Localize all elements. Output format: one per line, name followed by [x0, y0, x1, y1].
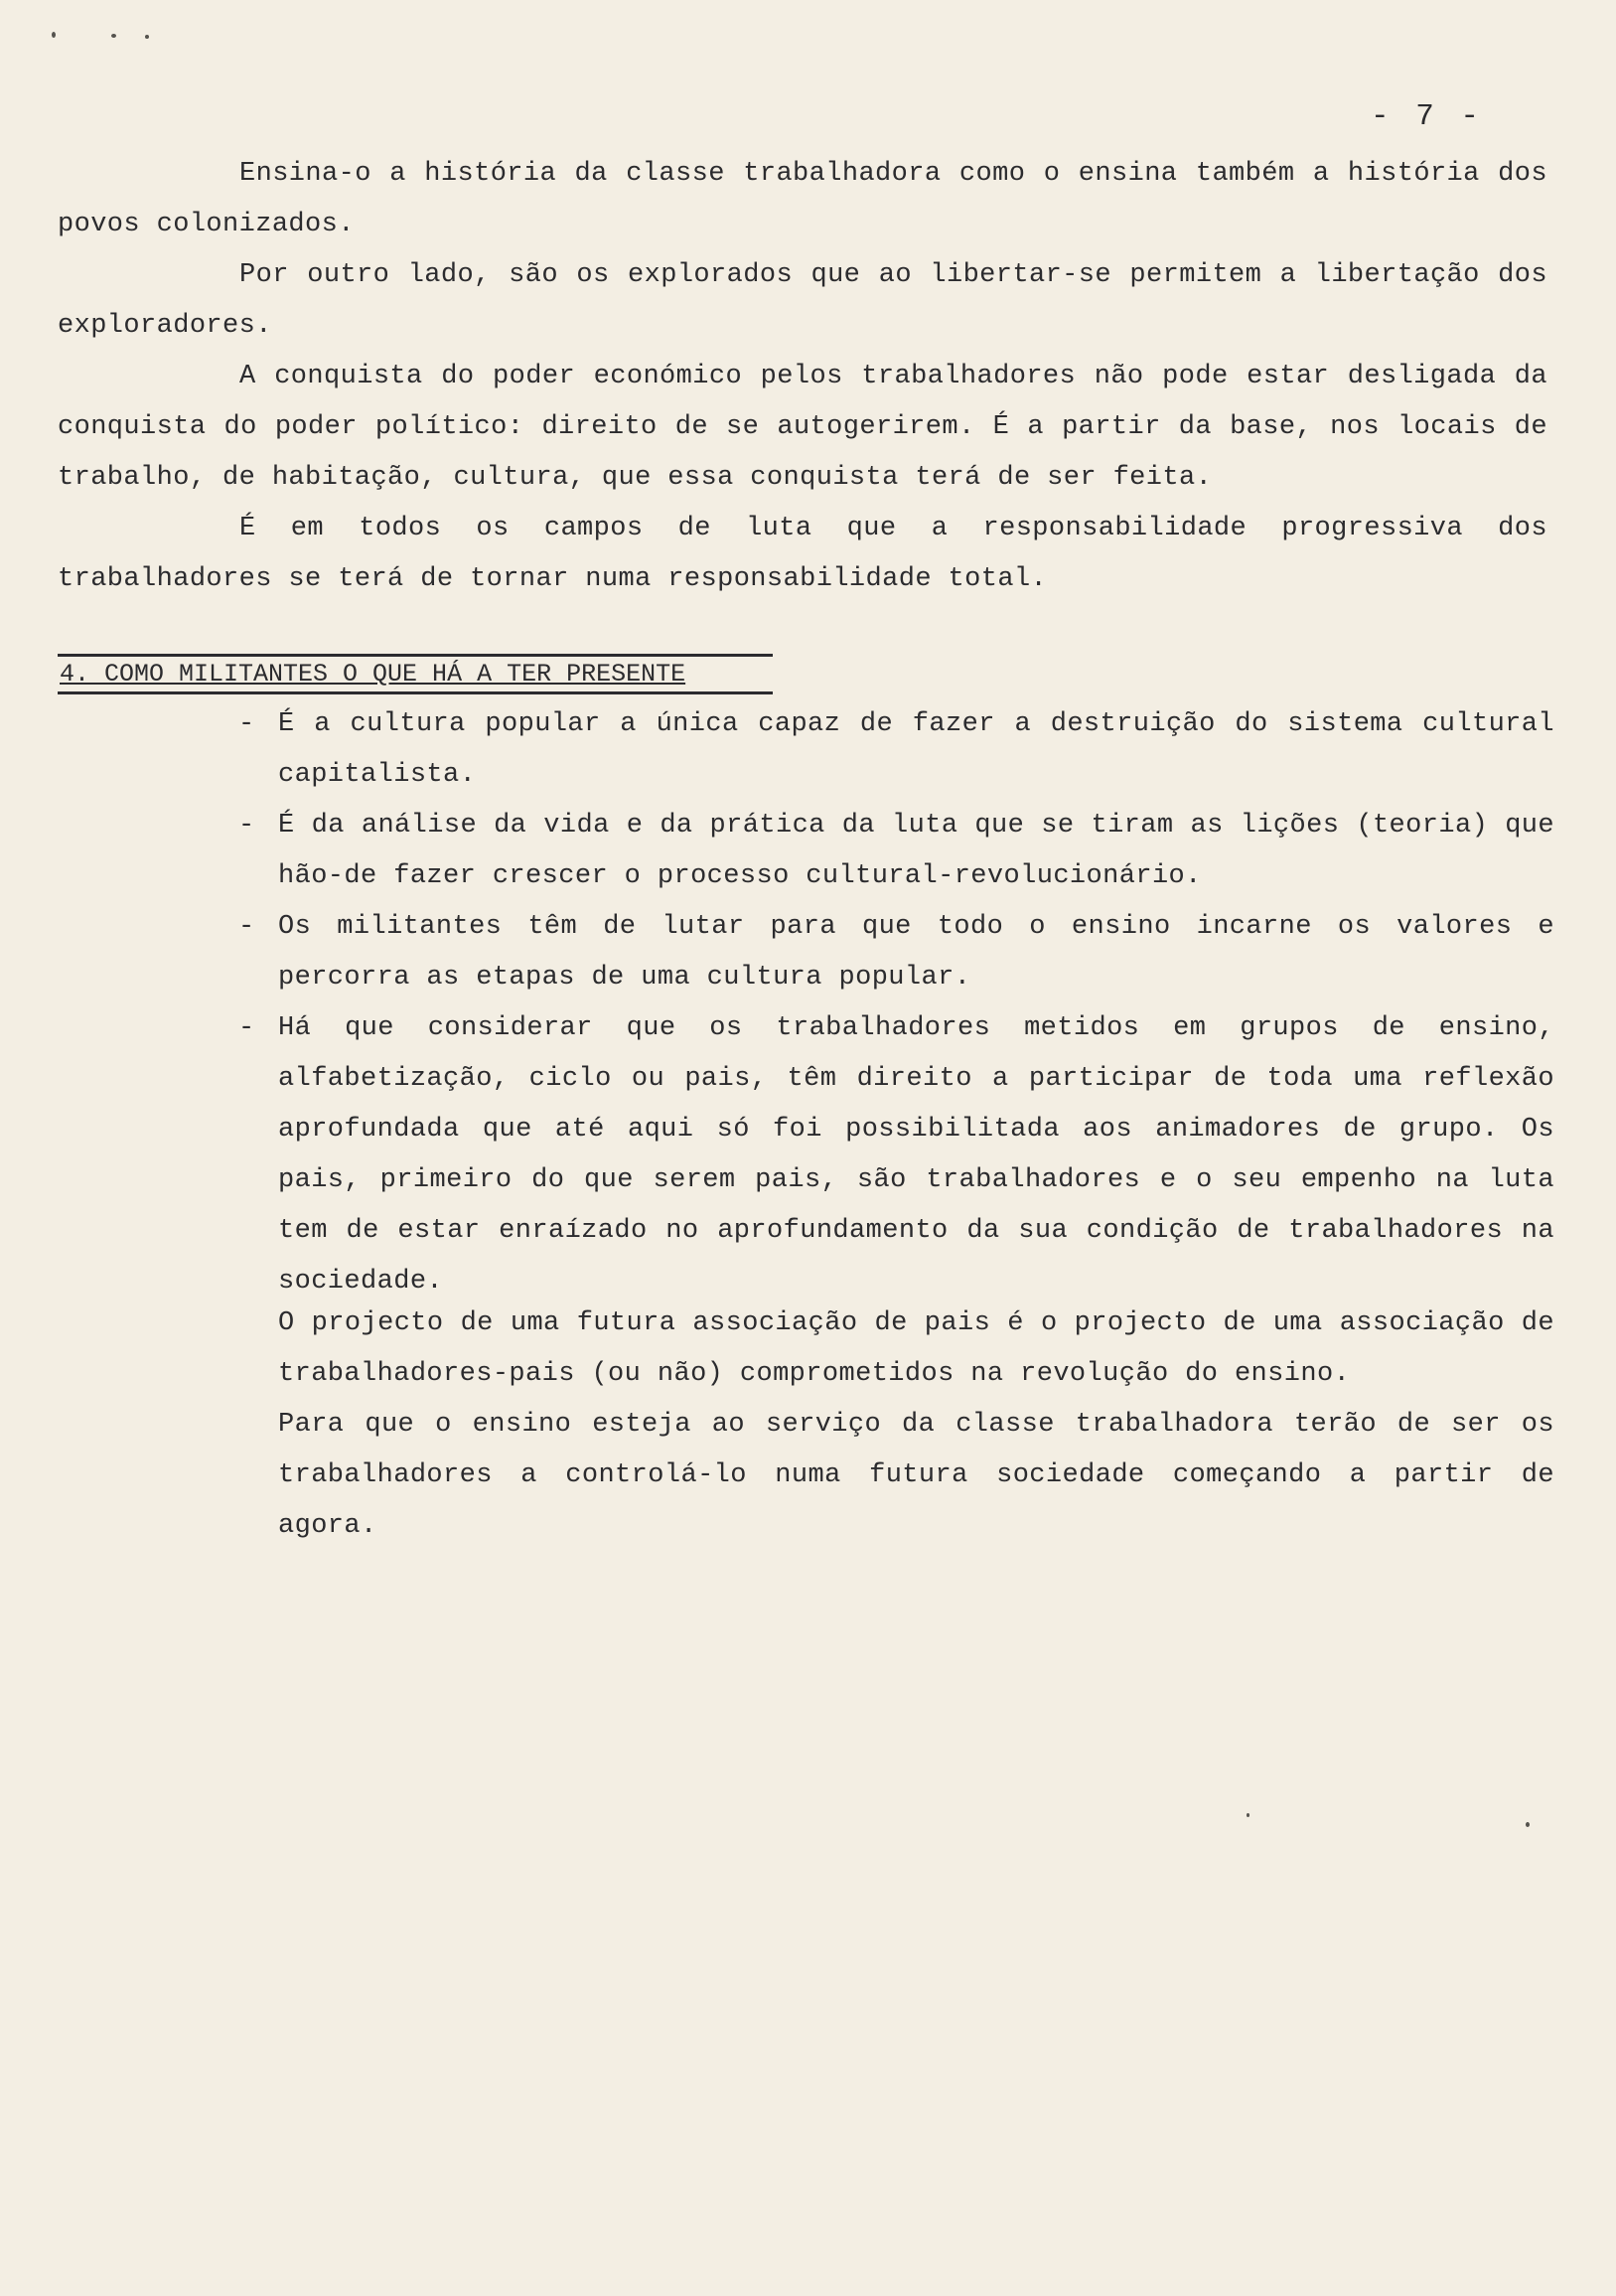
paragraph: Por outro lado, são os explorados que ao libertar-se permitem a libertação dos exploradores. [58, 260, 1547, 341]
list-item-text: Há que considerar que os trabalhadores metidos em grupos de ensino, alfabetização, ciclo ou pais, têm direito a participar de toda uma reflexão aprofundada que até aqui só foi possibilitada aos animadores de grupo. Os pais, primeiro do que serem pais, são trabalhadores e o seu empenho na luta tem de estar enraízado no aprofundamento da sua condição de trabalhadores na sociedade. [278, 1013, 1554, 1297]
paper-speck [111, 34, 116, 38]
list-item [238, 801, 1554, 902]
list-item-text: É da análise da vida e da prática da luta que se tiram as lições (teoria) que hão-de fazer crescer o processo cultural-revolucionário. [278, 811, 1554, 891]
bullet-dash: - [238, 912, 255, 942]
body-text [58, 149, 1547, 605]
list-item-text: Os militantes têm de lutar para que todo o ensino incarne os valores e percorra as etapas de uma cultura popular. [278, 912, 1554, 993]
closing-paragraph: O projecto de uma futura associação de pais é o projecto de uma associação de trabalhadores-pais (ou não) comprometidos na revolução do ensino. [278, 1308, 1554, 1389]
paragraph: A conquista do poder económico pelos trabalhadores não pode estar desligada da conquista do poder político: direito de se autogerirem. É a partir da base, nos locais de trabalho, de habitação, cultura, que essa conquista terá de ser feita. [58, 362, 1547, 493]
bullet-dash: - [238, 709, 255, 739]
paper-speck [52, 32, 56, 38]
section-heading: 4. COMO MILITANTES O QUE HÁ A TER PRESENTE [60, 660, 686, 689]
paper-speck [1526, 1822, 1530, 1827]
paragraph: Ensina-o a história da classe trabalhadora como o ensina também a história dos povos colonizados. [58, 159, 1547, 239]
heading-rule [58, 691, 773, 694]
list-item-text: É a cultura popular a única capaz de fazer a destruição do sistema cultural capitalista. [278, 709, 1554, 790]
bullet-dash: - [238, 1013, 255, 1043]
paper-speck [145, 35, 149, 39]
closing-text [278, 1299, 1554, 1552]
list-item [238, 902, 1554, 1003]
paragraph: É em todos os campos de luta que a responsabilidade progressiva dos trabalhadores se terá de tornar numa responsabilidade total. [58, 514, 1547, 594]
paper-speck [1247, 1813, 1249, 1817]
page-number: - 7 - [1371, 99, 1484, 134]
bullet-list [238, 699, 1554, 1307]
list-item [238, 699, 1554, 801]
closing-paragraph: Para que o ensino esteja ao serviço da classe trabalhadora terão de ser os trabalhadores a controlá-lo numa futura sociedade começando a partir de agora. [278, 1410, 1554, 1541]
list-item [238, 1003, 1554, 1307]
section-heading-block [58, 654, 773, 694]
bullet-dash: - [238, 811, 255, 841]
